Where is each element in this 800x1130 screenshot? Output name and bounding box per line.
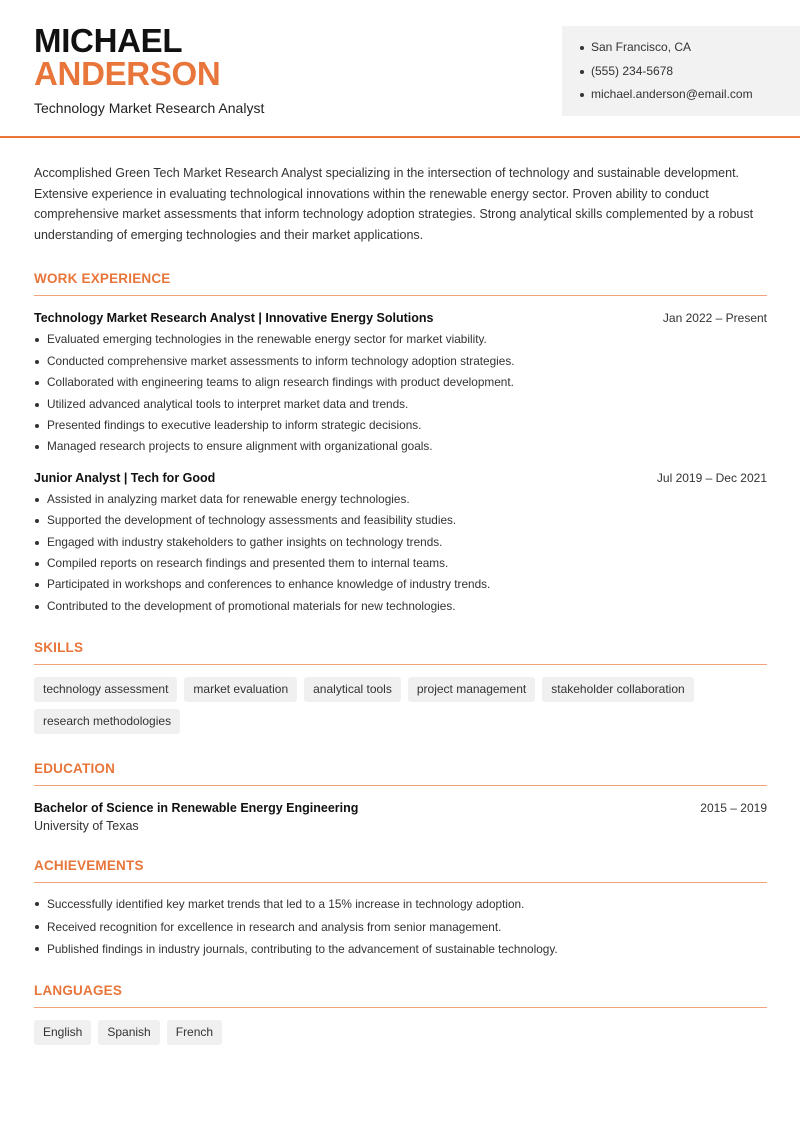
contact-phone: (555) 234-5678 [580,64,800,88]
job-title: Junior Analyst | Tech for Good [34,470,216,485]
skill-tag: stakeholder collaboration [542,677,693,702]
list-item: Evaluated emerging technologies in the renewable energy sector for market viability. [34,329,767,350]
work-experience-section [34,271,767,617]
skill-tag: project management [408,677,535,702]
job-title: Technology Market Research Analyst | Innovative Energy Solutions [34,311,434,326]
language-tag: Spanish [98,1020,159,1045]
job-entry [34,311,767,457]
contact-location: San Francisco, CA [580,40,800,64]
education-section [34,761,767,833]
last-name: ANDERSON [34,55,221,92]
list-item: Engaged with industry stakeholders to gather insights on technology trends. [34,532,767,553]
list-item: Presented findings to executive leadership to inform strategic decisions. [34,415,767,436]
job-entry [34,471,767,617]
achievements-section [34,858,767,961]
resume-header [0,0,800,138]
list-item: Managed research projects to ensure alignment with organizational goals. [34,436,767,457]
bullet-icon [580,46,584,50]
skill-tag: market evaluation [184,677,297,702]
degree: Bachelor of Science in Renewable Energy Engineering [34,801,359,816]
list-item: Assisted in analyzing market data for renewable energy technologies. [34,489,767,510]
section-title-languages: LANGUAGES [34,983,767,1008]
list-item: Participated in workshops and conferences to enhance knowledge of industry trends. [34,574,767,595]
job-dates: Jan 2022 – Present [662,311,767,326]
language-tag: English [34,1020,91,1045]
skills-section [34,640,767,734]
list-item: Contributed to the development of promotional materials for new technologies. [34,596,767,617]
skill-tag: analytical tools [304,677,401,702]
skill-tag: research methodologies [34,709,180,734]
list-item: Collaborated with engineering teams to align research findings with product development. [34,372,767,393]
bullet-icon [580,93,584,97]
first-name: MICHAEL [34,22,183,59]
resume-body [34,138,767,1045]
list-item: Received recognition for excellence in research and analysis from senior management. [34,916,767,939]
section-title-skills: SKILLS [34,640,767,665]
education-dates: 2015 – 2019 [700,801,767,816]
skill-tag: technology assessment [34,677,177,702]
list-item: Conducted comprehensive market assessments to inform technology adoption strategies. [34,351,767,372]
section-title-education: EDUCATION [34,761,767,786]
section-title-work: WORK EXPERIENCE [34,271,767,296]
contact-email[interactable]: michael.anderson@email.com [580,87,800,111]
list-item: Published findings in industry journals, contributing to the advancement of sustainable technology. [34,938,767,961]
education-entry [34,801,767,833]
language-tag: French [167,1020,222,1045]
list-item: Compiled reports on research findings and presented them to internal teams. [34,553,767,574]
job-headline: Technology Market Research Analyst [34,100,265,116]
languages-section [34,983,767,1045]
candidate-name [34,24,220,90]
section-title-achievements: ACHIEVEMENTS [34,858,767,883]
list-item: Supported the development of technology assessments and feasibility studies. [34,510,767,531]
list-item: Successfully identified key market trends that led to a 15% increase in technology adoption. [34,893,767,916]
contact-box [562,26,800,116]
job-dates: Jul 2019 – Dec 2021 [656,470,767,485]
list-item: Utilized advanced analytical tools to interpret market data and trends. [34,394,767,415]
summary: Accomplished Green Tech Market Research Analyst specializing in the intersection of technology and sustainable development. Extensive experience in evaluating technological innovations within the renewable energy sector. Proven ability to conduct comprehensive market assessments that inform technology adoption strategies. Strong analytical skills complemented by a robust understanding of emerging technologies and their market applications. [34,166,754,242]
school: University of Texas [34,819,139,834]
bullet-icon [580,70,584,74]
